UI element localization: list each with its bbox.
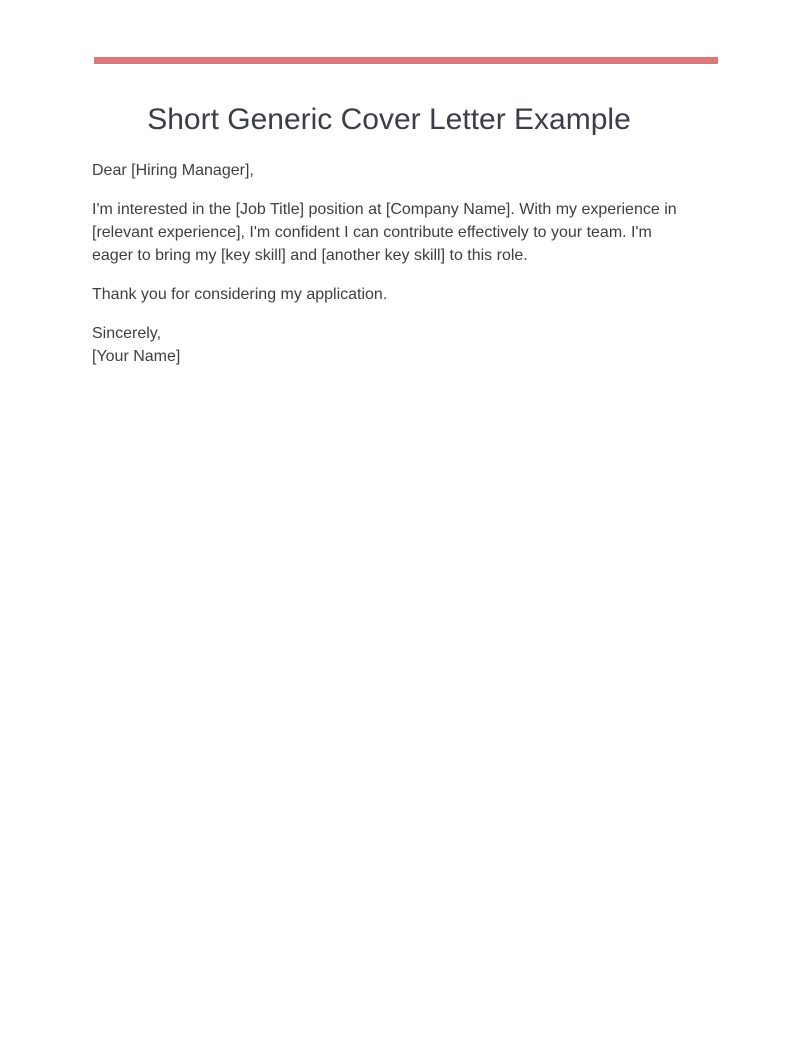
closing: Sincerely, xyxy=(92,325,162,342)
signature: [Your Name] xyxy=(92,348,181,365)
body-paragraph-thanks: Thank you for considering my application. xyxy=(92,286,388,303)
letter-body xyxy=(92,159,692,368)
header-accent-bar xyxy=(94,57,718,64)
page-title: Short Generic Cover Letter Example xyxy=(147,103,631,136)
closing-block xyxy=(92,322,692,368)
salutation: Dear [Hiring Manager], xyxy=(92,162,254,179)
body-paragraph-intro: I'm interested in the [Job Title] position at [Company Name]. With my experience in [relevant experience], I'm confident I can contribute effectively to your team. I'm eager to bring my [key skill] and [another key skill] to this role. xyxy=(92,201,677,264)
